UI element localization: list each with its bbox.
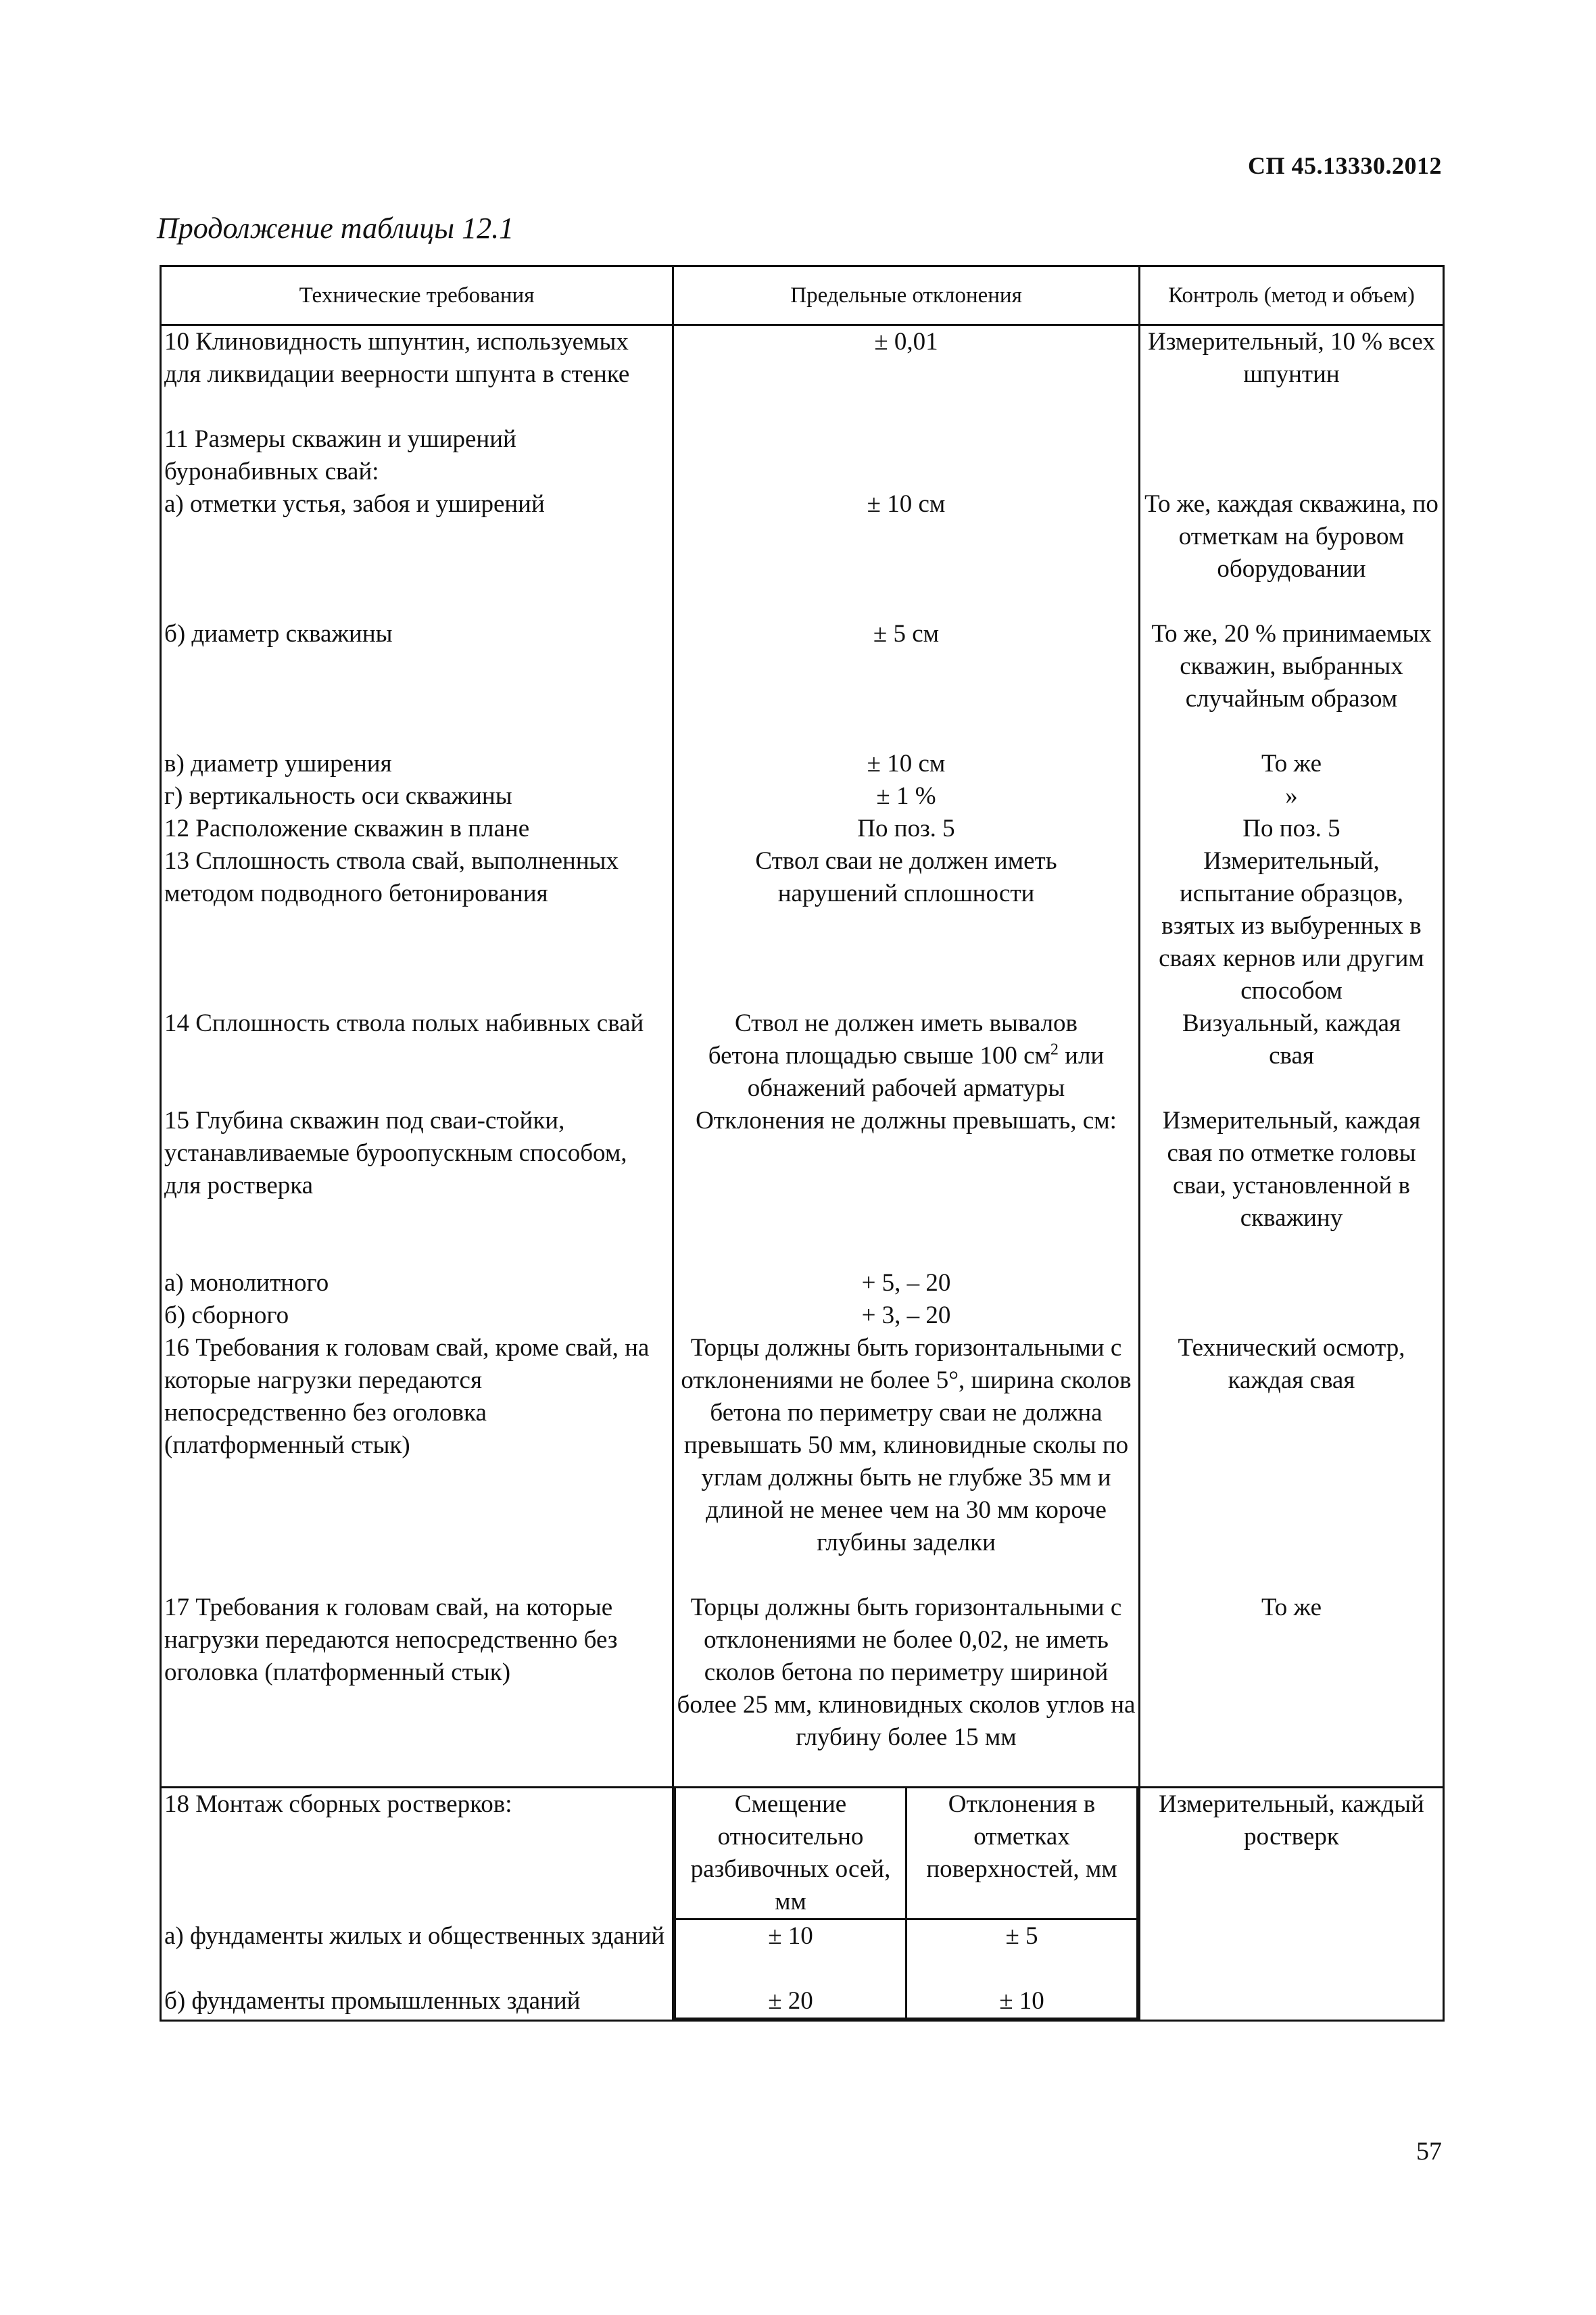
column-header-deviations: Предельные отклонения	[673, 266, 1140, 325]
table-row	[161, 325, 1444, 424]
row-18-requirement: 18 Монтаж сборных ростверков:	[164, 1790, 512, 1818]
table-row	[161, 488, 1444, 618]
table-row	[161, 1592, 1444, 1788]
table-row	[161, 1332, 1444, 1592]
table-caption: Продолжение таблицы 12.1	[157, 212, 514, 245]
row-14-deviation-text: бетона площадью свыше 100 см	[708, 1042, 1050, 1070]
page-number: 57	[1416, 2137, 1442, 2166]
row-18-subcolumn-offset: Смещение относительно разбивочных осей, мм	[690, 1790, 891, 1915]
row-10-requirement: 10 Клиновидность шпунтин, используемых для ликвидации веерности шпунта в стенке	[164, 328, 630, 388]
row-11b-deviation: ± 5 см	[873, 620, 940, 648]
row-15b-requirement: б) сборного	[164, 1302, 289, 1329]
row-18a-offset-value: ± 10	[768, 1922, 813, 1950]
row-18b-offset-value: ± 20	[768, 1987, 813, 2015]
row-12-requirement: 12 Расположение скважин в плане	[164, 815, 530, 842]
row-11b-control: То же, 20 % принимаемых скважин, выбранных случайным образом	[1151, 620, 1432, 713]
table-row	[161, 748, 1444, 780]
row-11b-requirement: б) диаметр скважины	[164, 620, 393, 648]
table-row	[161, 1007, 1444, 1105]
row-14-deviation-text: или	[1058, 1042, 1105, 1070]
row-18-control: Измерительный, каждый ростверк	[1159, 1790, 1424, 1851]
table-row	[161, 1299, 1444, 1332]
row-15b-deviation: + 3, – 20	[861, 1302, 951, 1329]
row-18-subcolumn-elevation: Отклонения в отметках поверхностей, мм	[926, 1790, 1117, 1883]
requirements-table	[160, 265, 1445, 2022]
row-18-subheader	[674, 1788, 1138, 1920]
row-14-deviation-line	[677, 1040, 1136, 1072]
row-11v-control: То же	[1261, 750, 1322, 778]
row-11g-requirement: г) вертикальность оси скважины	[164, 782, 512, 810]
table-row	[161, 1105, 1444, 1267]
table-row	[161, 1267, 1444, 1299]
table-row	[161, 618, 1444, 748]
row-13-deviation: Ствол сваи не должен иметь нарушений сплошности	[755, 847, 1057, 907]
superscript: 2	[1050, 1041, 1059, 1059]
row-11g-control: »	[1285, 782, 1298, 810]
table-row	[161, 1920, 1444, 1985]
table-row	[161, 813, 1444, 845]
document-code: СП 45.13330.2012	[1248, 152, 1442, 179]
row-10-control: Измерительный, 10 % всех шпунтин	[1148, 328, 1435, 388]
row-14-deviation-line: Ствол не должен иметь вывалов	[734, 1009, 1078, 1037]
row-15a-deviation: + 5, – 20	[861, 1269, 951, 1297]
row-18a-requirement: а) фундаменты жилых и общественных зданий	[164, 1922, 665, 1950]
row-11v-requirement: в) диаметр уширения	[164, 750, 392, 778]
row-12-control: По поз. 5	[1242, 815, 1340, 842]
column-header-requirements: Технические требования	[161, 266, 673, 325]
row-15-requirement: 15 Глубина скважин под сваи-стойки, устанавливаемые буроопускным способом, для ростверка	[164, 1107, 627, 1199]
row-14-deviation	[673, 1007, 1140, 1105]
row-17-deviation: Торцы должны быть горизонтальными с отклонениями не более 0,02, не иметь сколов бетона по периметру шириной более 25 мм, клиновидных сколов углов на глубину более 15 мм	[677, 1594, 1136, 1751]
row-17-control: То же	[1261, 1594, 1322, 1621]
row-11v-deviation: ± 10 см	[867, 750, 946, 778]
row-14-deviation-line: обнажений рабочей арматуры	[747, 1074, 1065, 1102]
row-13-control: Измерительный, испытание образцов, взятых из выбуренных в сваях кернов или другим способом	[1159, 847, 1424, 1005]
table-header-row	[161, 266, 1444, 325]
table-row	[161, 845, 1444, 1007]
row-14-control: Визуальный, каждая свая	[1182, 1009, 1401, 1070]
row-15a-requirement: а) монолитного	[164, 1269, 329, 1297]
row-11a-control: То же, каждая скважина, по отметкам на буровом оборудовании	[1144, 490, 1438, 583]
row-11-requirement: 11 Размеры скважин и уширений буронабивных свай:	[164, 425, 516, 485]
row-14-requirement: 14 Сплошность ствола полых набивных свай	[164, 1009, 644, 1037]
row-15-control: Измерительный, каждая свая по отметке головы сваи, установленной в скважину	[1162, 1107, 1421, 1232]
table-row	[161, 423, 1444, 488]
column-header-control: Контроль (метод и объем)	[1140, 266, 1444, 325]
row-18a-values	[674, 1920, 1138, 1985]
row-17-requirement: 17 Требования к головам свай, на которые нагрузки передаются непосредственно без оголовка (платформенный стык)	[164, 1594, 618, 1686]
row-18b-elevation-value: ± 10	[999, 1987, 1044, 2015]
row-16-deviation: Торцы должны быть горизонтальными с отклонениями не более 5°, ширина сколов бетона по периметру сваи не должна превышать 50 мм, клиновидные сколы по углам должны быть не глубже 35 мм и длиной не менее чем на 30 мм короче глубины заделки	[681, 1334, 1132, 1556]
row-16-control: Технический осмотр, каждая свая	[1178, 1334, 1405, 1394]
row-13-requirement: 13 Сплошность ствола свай, выполненных методом подводного бетонирования	[164, 847, 619, 907]
row-10-deviation: ± 0,01	[874, 328, 938, 356]
row-16-requirement: 16 Требования к головам свай, кроме свай, на которые нагрузки передаются непосредственно без оголовка (платформенный стык)	[164, 1334, 650, 1459]
row-11a-requirement: а) отметки устья, забоя и уширений	[164, 490, 545, 518]
row-18b-values	[674, 1985, 1138, 2020]
table-row	[161, 1985, 1444, 2021]
row-18b-requirement: б) фундаменты промышленных зданий	[164, 1987, 581, 2015]
row-18a-elevation-value: ± 5	[1005, 1922, 1038, 1950]
row-12-deviation: По поз. 5	[857, 815, 955, 842]
table-row	[161, 780, 1444, 813]
table-row	[161, 1788, 1444, 1921]
row-15-deviation: Отклонения не должны превышать, см:	[696, 1107, 1117, 1135]
row-11g-deviation: ± 1 %	[876, 782, 936, 810]
row-11a-deviation: ± 10 см	[867, 490, 946, 518]
